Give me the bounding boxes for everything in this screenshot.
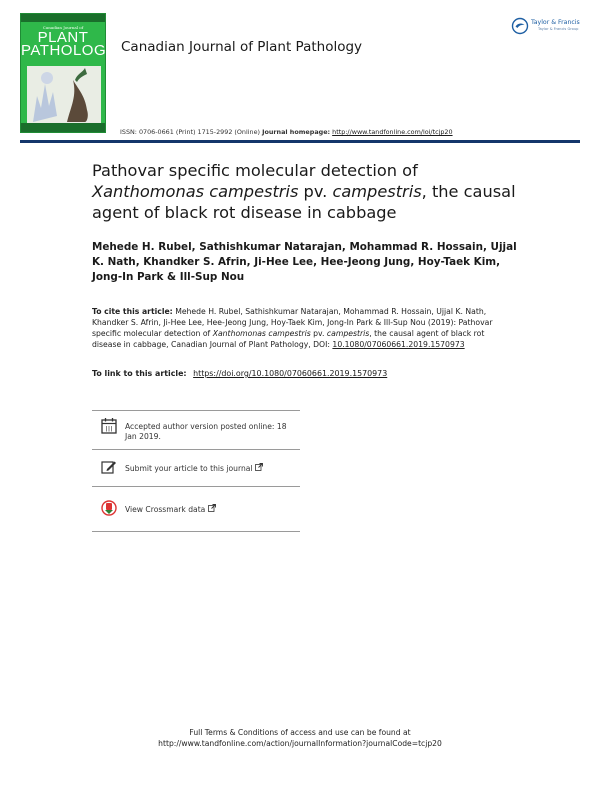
cover-title-line-2: PATHOLOGY (21, 42, 117, 59)
publisher-logo-subtext: Taylor & Francis Group (538, 27, 579, 31)
submit-article-box[interactable] (92, 449, 300, 486)
accepted-version-box (92, 410, 300, 449)
citation-doi-link[interactable]: 10.1080/07060661.2019.1570973 (332, 340, 465, 349)
article-link-line (92, 369, 512, 378)
crossmark-text: View Crossmark data (125, 505, 206, 514)
citation-italic-species: Xanthomonas campestris (212, 329, 311, 338)
citation-mid: pv. (310, 329, 327, 338)
publisher-logo-icon (511, 17, 529, 35)
citation-text-before: Mehede H. Rubel, Sathishkumar Natarajan, Mohammad R. Hossain, Ujjal K. Nath, Khandker S. Afrin, Ji-Hee Lee, Hee-Jeong Jung, Hoy-Taek Kim, Jong-In Park & Ill-Sup Nou (2019): Pathovar specific molecular detection of (92, 307, 493, 338)
cover-bottom-bar (21, 123, 105, 132)
publisher-logo-text: Taylor & Francis (531, 19, 580, 26)
citation-block (92, 306, 512, 350)
issn-line (120, 128, 453, 136)
crossmark-icon (101, 500, 117, 516)
terms-footer-line1: Full Terms & Conditions of access and use can be found at (189, 728, 411, 737)
article-authors: Mehede H. Rubel, Sathishkumar Natarajan, Mohammad R. Hossain, Ujjal K. Nath, Khandker S. Afrin, Ji-Hee Lee, Hee-Jeong Jung, Hoy-Taek Kim, Jong-In Park & Ill-Sup Nou (92, 241, 517, 283)
issn-text: ISSN: 0706-0661 (Print) 1715-2992 (Online) (120, 128, 261, 136)
crossmark-link[interactable] (125, 504, 216, 515)
citation-text-after: , the causal agent of black rot disease in cabbage, Canadian Journal of Plant Pathology, DOI: (92, 329, 485, 349)
cover-artwork (27, 66, 101, 124)
submit-article-link[interactable] (125, 463, 263, 474)
homepage-label: Journal homepage: (262, 128, 331, 136)
external-link-icon (255, 463, 263, 471)
terms-footer-url[interactable]: http://www.tandfonline.com/action/journalInformation?journalCode=tcjp20 (158, 739, 442, 748)
cover-top-bar (21, 14, 105, 22)
citation-label: To cite this article: (92, 307, 173, 316)
journal-name: Canadian Journal of Plant Pathology (121, 39, 363, 55)
accepted-version-text: Accepted author version posted online: 18 Jan 2019. (125, 422, 287, 441)
publisher-logo[interactable] (511, 17, 585, 37)
article-doi-url[interactable]: https://doi.org/10.1080/07060661.2019.1570973 (193, 369, 388, 378)
crossmark-box[interactable] (92, 486, 300, 532)
citation-italic-pathovar: campestris (326, 329, 370, 338)
cover-title-line-1: PLANT (37, 29, 89, 46)
terms-footer (100, 727, 500, 749)
article-title-italic-pathovar: campestris (332, 182, 422, 201)
calendar-icon (101, 417, 117, 434)
article-title-line1: Pathovar specific molecular detection of (92, 161, 418, 180)
external-link-icon (208, 504, 216, 512)
header-rule (20, 140, 580, 143)
submit-article-text: Submit your article to this journal (125, 464, 253, 473)
cover-journal-small-title: Canadian Journal of (42, 25, 84, 30)
article-title-mid: pv. (298, 182, 333, 201)
article-title-italic-species: Xanthomonas campestris (92, 182, 299, 201)
article-link-label: To link to this article: (92, 369, 187, 378)
journal-cover (20, 13, 117, 133)
article-title-tail: , the causal agent of black rot disease in cabbage (92, 182, 516, 222)
journal-homepage-link[interactable]: http://www.tandfonline.com/loi/tcjp20 (332, 128, 453, 136)
cover-journal-big-title (21, 29, 117, 59)
article-title (92, 160, 542, 223)
edit-icon (101, 459, 117, 475)
